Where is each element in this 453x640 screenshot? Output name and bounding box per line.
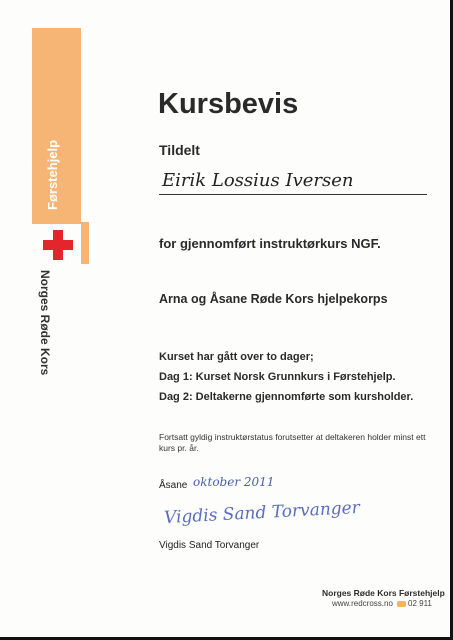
handwritten-date: oktober 2011 (193, 475, 275, 489)
footer-phone (397, 599, 432, 608)
phone-icon (397, 601, 406, 607)
course-details (159, 347, 413, 407)
footer-phone-number: 02 911 (408, 599, 432, 608)
place-label: Åsane (159, 480, 188, 491)
purpose-text: for gjennomført instruktørkurs NGF. (159, 236, 381, 251)
org-name-vertical: Norges Røde Kors (38, 270, 52, 376)
recipient-name: Eirik Lossius Iversen (162, 170, 354, 191)
organization-name: Arna og Åsane Røde Kors hjelpekorps (159, 292, 388, 306)
detail-line: Kurset har gått over to dager; (159, 351, 314, 363)
orange-band-extension (81, 222, 89, 264)
detail-line: Dag 1: Kurset Norsk Grunnkurs i Førstehjelp. (159, 371, 396, 383)
handwritten-signature: Vigdis Sand Torvanger (163, 497, 361, 529)
certificate-title: Kursbevis (158, 88, 299, 120)
recipient-underline (159, 194, 427, 195)
red-cross-icon (43, 230, 73, 260)
detail-line: Dag 2: Deltakerne gjennomførte som kursholder. (159, 391, 414, 403)
awarded-label: Tildelt (159, 142, 200, 158)
validity-note: Fortsatt gyldig instruktørstatus forutsetter at deltakeren holder minst ett kurs pr. år. (159, 432, 426, 453)
band-label: Førstehjelp (45, 139, 60, 210)
footer-org-name: Norges Røde Kors Førstehjelp (322, 588, 445, 598)
signer-name: Vigdis Sand Torvanger (159, 540, 260, 551)
footer-website: www.redcross.no (332, 599, 393, 608)
